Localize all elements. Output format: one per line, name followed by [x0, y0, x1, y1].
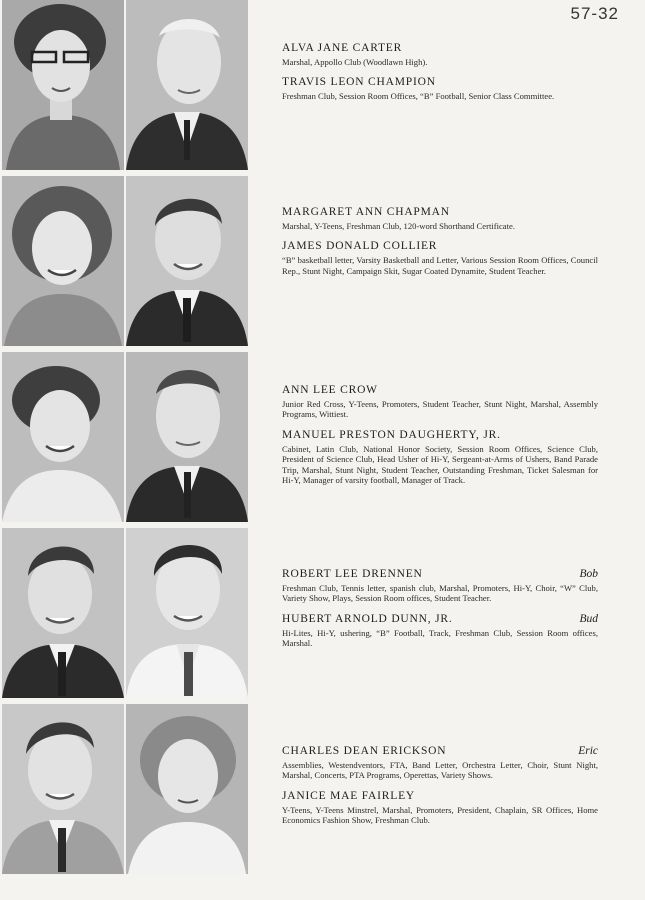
student-photo	[2, 352, 124, 522]
student-entry-pair	[282, 745, 598, 835]
student-photo	[126, 0, 248, 170]
page-number: 57-32	[570, 4, 619, 23]
student-name: HUBERT ARNOLD DUNN, JR. Bud	[282, 612, 598, 625]
student-name: JAMES DONALD COLLIER	[282, 240, 438, 253]
student-photo	[2, 176, 124, 346]
student-name: JANICE MAE FAIRLEY	[282, 789, 416, 802]
student-name: MARGARET ANN CHAPMAN	[282, 206, 450, 218]
student-photo	[126, 704, 248, 874]
student-activities: Marshal, Y-Teens, Freshman Club, 120-word Shorthand Certificate.	[282, 221, 515, 231]
student-photo	[2, 704, 124, 874]
student-activities: Hi-Lites, Hi-Y, ushering, “B” Football, Track, Freshman Club, Session Room offices, Marshal.	[282, 627, 598, 649]
student-entry-pair	[282, 206, 598, 285]
student-name: ROBERT LEE DRENNEN Bob	[282, 568, 598, 580]
student-activities: Y-Teens, Y-Teens Minstrel, Marshal, Promoters, President, Chaplain, SR Offices, Home Economics Fashion Show, Freshman Club.	[282, 804, 598, 826]
student-photo	[2, 0, 124, 170]
student-photo	[2, 528, 124, 698]
student-activities: Cabinet, Latin Club, National Honor Society, Session Room Offices, Science Club, President of Science Club, Head Usher of Hi-Y, Sergeant-at-Arms of Ushers, Band Parade Trip, Marshal, Stunt Night, Student Teacher, Outstanding Freshman, Ticket Salesman for Hi-Y, Manager of varsity football, Manager of Track.	[282, 443, 598, 486]
student-activities: Marshal, Appollo Club (Woodlawn High).	[282, 57, 428, 67]
student-entry-pair	[282, 568, 598, 658]
student-name: TRAVIS LEON CHAMPION	[282, 76, 436, 89]
photo-column	[0, 0, 256, 900]
student-photo	[126, 176, 248, 346]
student-name: CHARLES DEAN ERICKSON Eric	[282, 745, 598, 757]
student-name: ANN LEE CROW	[282, 384, 378, 396]
student-activities: Freshman Club, Tennis letter, spanish club, Marshal, Promoters, Hi-Y, Choir, “W” Club, Variety Show, Plays, Session Room offices, Student Teacher.	[282, 583, 598, 604]
student-activities: Freshman Club, Session Room Offices, “B” Football, Senior Class Committee.	[282, 91, 555, 102]
student-entry-pair	[282, 384, 598, 494]
student-photo	[126, 352, 248, 522]
student-activities: “B” basketball letter, Varsity Basketball and Letter, Various Session Room Offices, Council Rep., Stunt Night, Campaign Skit, Sugar Coated Dynamite, Student Teacher.	[282, 255, 598, 276]
student-entry-pair	[282, 42, 598, 111]
student-activities: Junior Red Cross, Y-Teens, Promoters, Student Teacher, Stunt Night, Marshal, Assembly Programs, Wittiest.	[282, 399, 598, 420]
student-name: ALVA JANE CARTER	[282, 42, 403, 54]
student-activities: Assemblies, Westendventors, FTA, Band Letter, Orchestra Letter, Choir, Stunt Night, Marshal, Concerts, PTA Programs, Operettas, Variety Shows.	[282, 760, 598, 781]
student-name: MANUEL PRESTON DAUGHERTY, JR.	[282, 428, 501, 441]
student-photo	[126, 528, 248, 698]
